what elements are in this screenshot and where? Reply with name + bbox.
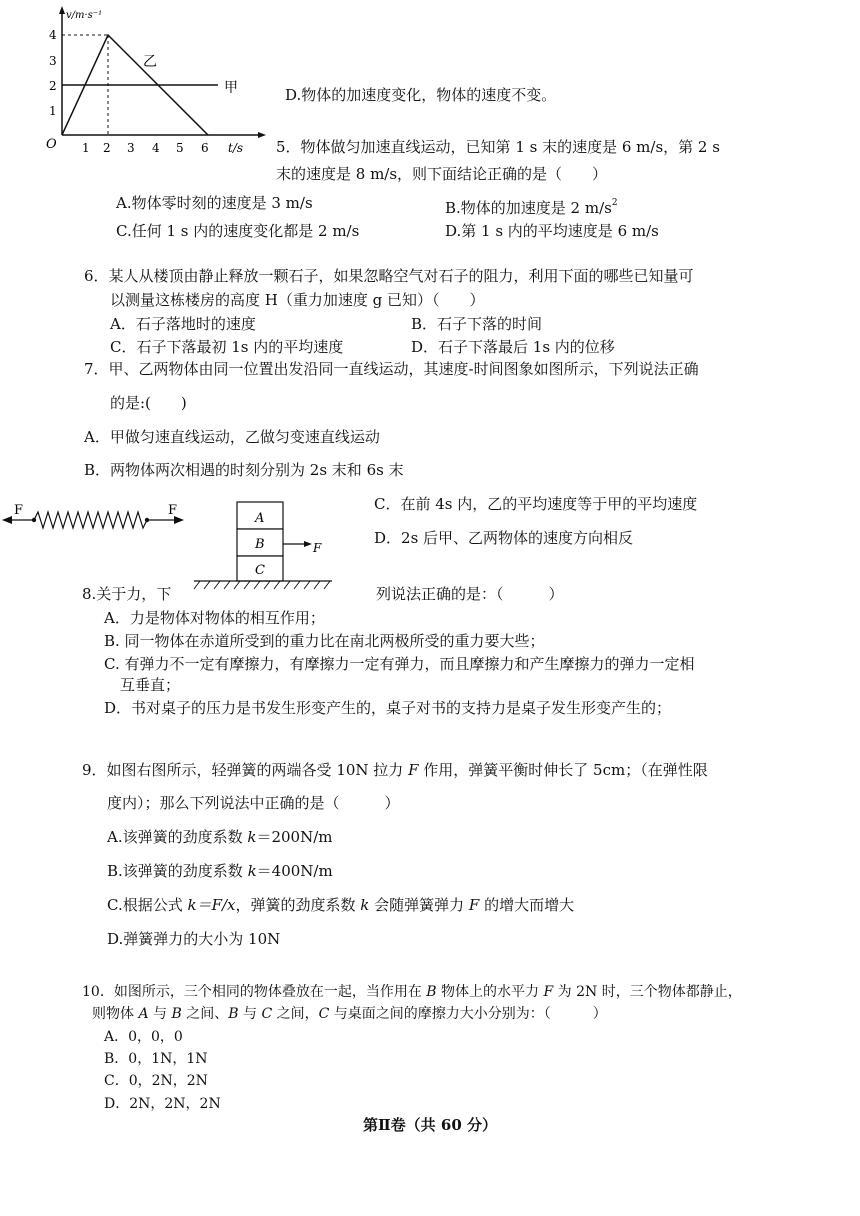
y-tick-2: 2 (49, 79, 57, 93)
q7-stem-line1: 7．甲、乙两物体由同一位置出发沿同一直线运动，其速度-时间图象如图所示，下列说法正确 (84, 360, 699, 378)
q7-stem-line2: 的是:( ) (110, 394, 187, 412)
x-tick-1: 1 (82, 141, 90, 155)
spring-right-f-label: F (168, 503, 178, 518)
q5-stem-line2: 末的速度是 8 m/s，则下面结论正确的是（ ） (276, 165, 608, 183)
spring-figure (0, 500, 190, 536)
left-arrow-head (2, 516, 12, 524)
spring-left-f-label: F (14, 503, 24, 518)
q8-option-c-line1: C. 有弹力不一定有摩擦力，有摩擦力一定有弹力，而且摩擦力和产生摩擦力的弹力一定相 (104, 655, 695, 673)
q5-option-a: A.物体零时刻的速度是 3 m/s (116, 194, 313, 212)
q9-option-a: A.该弹簧的劲度系数 k＝200N/m (107, 828, 333, 846)
q10-option-b: B．0，1N，1N (104, 1051, 208, 1067)
q8-option-c-line2: 互垂直； (120, 676, 181, 694)
q9-option-b: B.该弹簧的劲度系数 k＝400N/m (107, 862, 333, 880)
x-axis-arrow (258, 132, 266, 138)
q10-option-d: D．2N，2N，2N (104, 1096, 221, 1112)
q7-option-b: B．两物体两次相遇的时刻分别为 2s 末和 6s 末 (84, 461, 404, 479)
q5-option-b: B.物体的加速度是 2 $m/s^2$ (445, 198, 618, 217)
ground-hatch (194, 581, 330, 589)
q5-option-c: C.任何 1 s 内的速度变化都是 2 m/s (116, 222, 360, 240)
velocity-time-graph (40, 0, 270, 160)
q4-option-d: D.物体的加速度变化，物体的速度不变。 (285, 86, 557, 104)
origin-label: O (46, 137, 57, 152)
q10-stem-line1: 10．如图所示，三个相同的物体叠放在一起，当作用在 B 物体上的水平力 F 为 2N 时，三个物体都静止， (82, 984, 742, 1000)
q6-stem-line1: 6．某人从楼顶由静止释放一颗石子，如果忽略空气对石子的阻力，利用下面的哪些已知量可 (84, 267, 694, 285)
q5-option-b-sup: 2 (611, 198, 618, 208)
block-b-label: B (255, 537, 265, 552)
x-axis-label: t/s (228, 141, 244, 155)
q8-option-d: D．书对桌子的压力是书发生形变产生的，桌子对书的支持力是桌子发生形变产生的； (104, 699, 672, 717)
q6-option-d: D．石子下落最后 1s 内的位移 (411, 338, 615, 356)
q7-option-a: A．甲做匀速直线运动，乙做匀变速直线运动 (84, 428, 380, 446)
q7-option-c: C．在前 4s 内，乙的平均速度等于甲的平均速度 (374, 495, 698, 513)
q9-option-d: D.弹簧弹力的大小为 10N (107, 930, 281, 948)
x-tick-6: 6 (201, 141, 209, 155)
q6-option-a: A．石子落地时的速度 (110, 315, 256, 333)
q8-stem-part2: 列说法正确的是：（ ） (376, 585, 564, 603)
y-tick-3: 3 (49, 54, 57, 68)
x-tick-5: 5 (176, 141, 184, 155)
q8-option-a: A．力是物体对物体的相互作用； (104, 609, 325, 627)
label-jia: 甲 (224, 80, 238, 96)
y-axis-arrow (59, 6, 65, 14)
q9-stem-line2: 度内）；那么下列说法中正确的是（ ） (107, 794, 400, 812)
q6-option-b: B．石子下落的时间 (411, 315, 543, 333)
q9-option-c: C.根据公式 k＝F/x，弹簧的劲度系数 k 会随弹簧弹力 F 的增大而增大 (107, 896, 575, 914)
section-title: 第Ⅱ卷（共 60 分） (363, 1116, 497, 1134)
x-tick-4: 4 (152, 141, 160, 155)
q10-option-a: A．0，0，0 (104, 1029, 183, 1045)
q8-option-b: B. 同一物体在赤道所受到的重力比在南北两极所受的重力要大些； (104, 632, 545, 650)
q7-option-d: D．2s 后甲、乙两物体的速度方向相反 (374, 529, 634, 547)
q5-option-d: D.第 1 s 内的平均速度是 6 m/s (445, 222, 659, 240)
q6-option-c: C．石子下落最初 1s 内的平均速度 (110, 338, 344, 356)
x-tick-3: 3 (127, 141, 135, 155)
label-yi: 乙 (143, 54, 157, 70)
q6-stem-line2: 以测量这栋楼房的高度 H（重力加速度 g 已知）（ ） (110, 291, 485, 309)
q10-option-c: C．0，2N，2N (104, 1073, 208, 1089)
block-c-label: C (255, 563, 265, 578)
q9-stem-line1: 9．如图右图所示，轻弹簧的两端各受 10N 拉力 F 作用，弹簧平衡时伸长了 5cm；（在弹性限 (82, 761, 708, 779)
stacked-blocks-figure (190, 496, 340, 592)
y-tick-1: 1 (49, 104, 57, 118)
y-tick-4: 4 (49, 28, 57, 42)
q10-stem-line2: 则物体 A 与 B 之间、B 与 C 之间，C 与桌面之间的摩擦力大小分别为：（ ） (92, 1006, 607, 1022)
x-tick-2: 2 (103, 141, 111, 155)
q8-stem-part1: 8.关于力，下 (82, 585, 172, 603)
force-f-label: F (313, 541, 322, 555)
spring-coil (34, 512, 147, 528)
block-a-label: A (255, 511, 265, 526)
y-axis-label: v/m·s⁻¹ (66, 10, 103, 21)
q5-stem-line1: 5．物体做匀加速直线运动，已知第 1 s 末的速度是 6 m/s，第 2 s (276, 138, 720, 156)
